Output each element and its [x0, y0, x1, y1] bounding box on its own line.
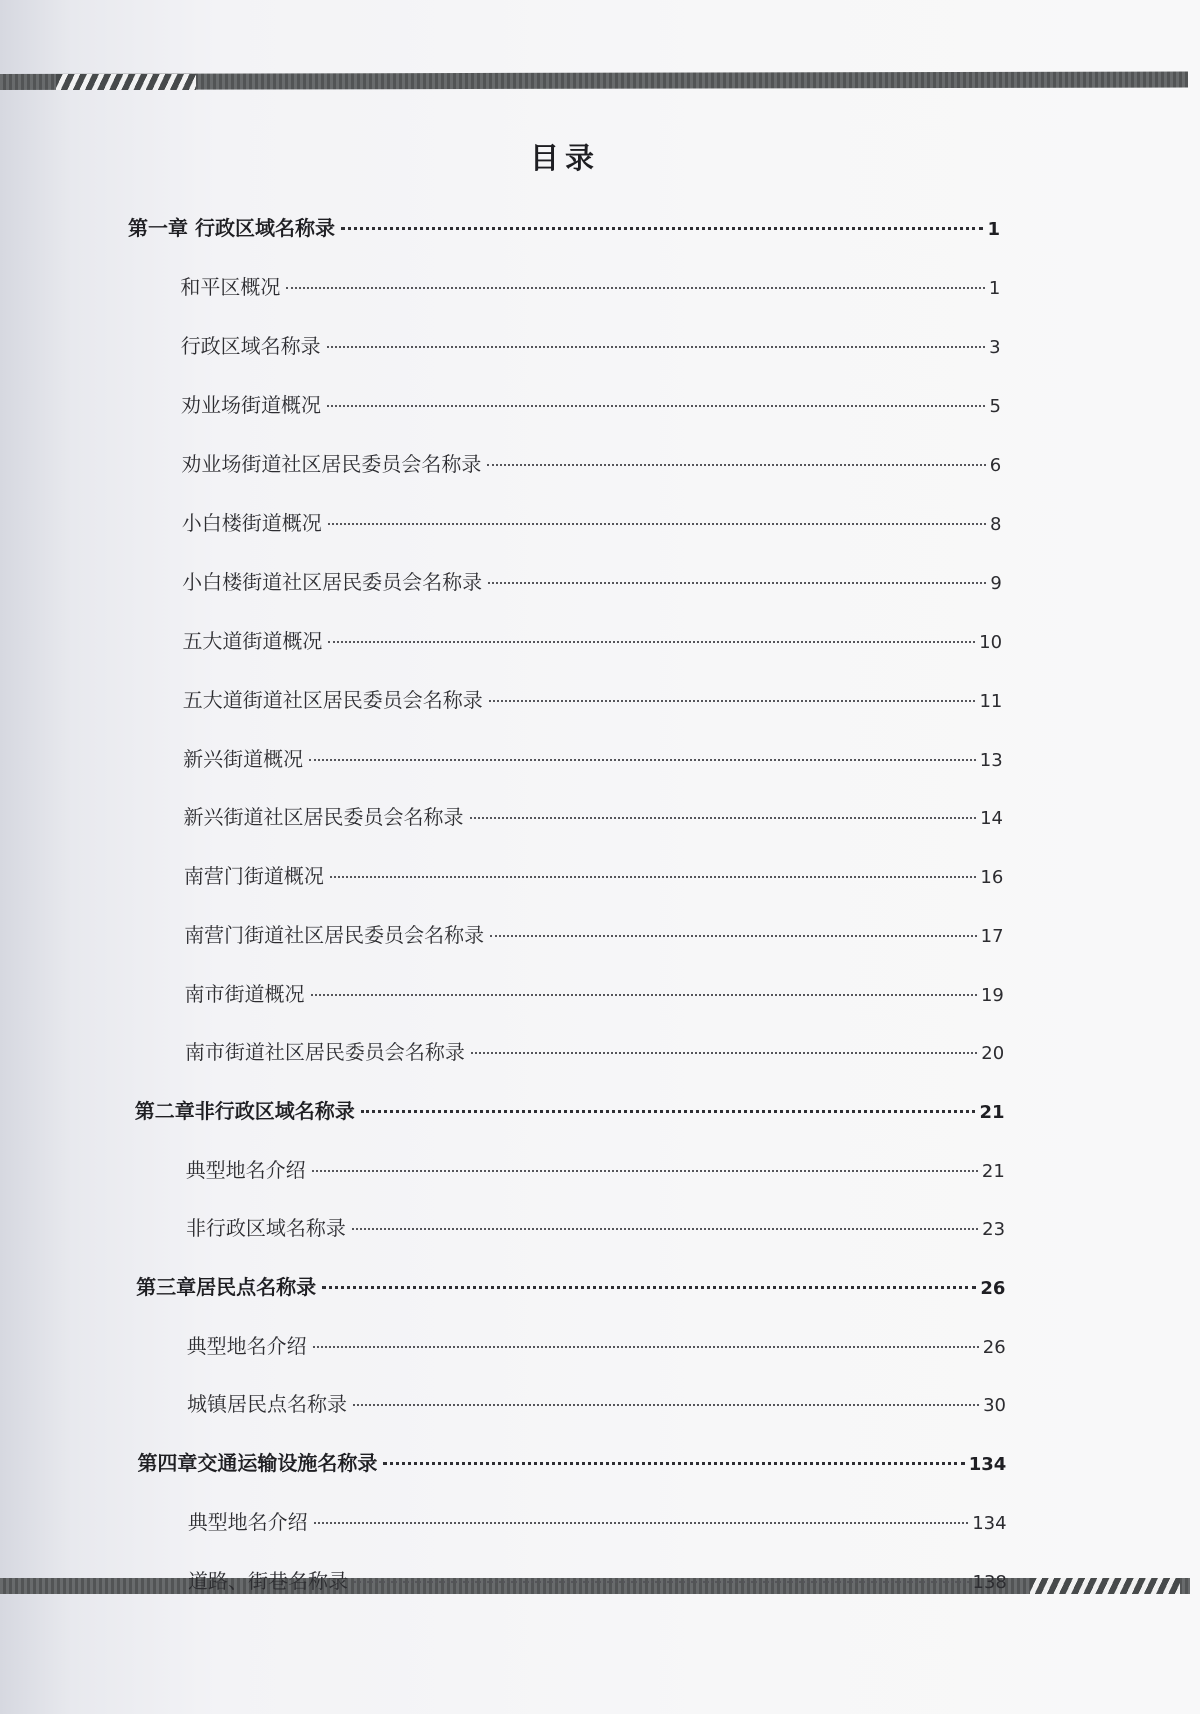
toc-entry-page-number: 13: [979, 749, 1003, 771]
toc-section-entry: [182, 566, 1002, 595]
dot-leader: [322, 1286, 976, 1289]
toc-section-entry: [180, 271, 1000, 300]
toc-entry-label: 南营门街道概况: [183, 864, 324, 889]
toc-section-entry: [182, 625, 1002, 654]
toc-chapter-entry: [135, 1095, 1005, 1124]
toc-section-entry: [188, 1565, 1007, 1594]
toc-section-entry: [181, 448, 1001, 477]
toc-section-entry: [187, 1330, 1006, 1359]
dot-leader: [487, 464, 985, 466]
toc-entry-page-number: 1: [988, 278, 1001, 299]
toc-entry-page-number: 134: [972, 1512, 1007, 1534]
toc-entry-page-number: 8: [990, 514, 1002, 535]
toc-section-entry: [184, 919, 1003, 948]
dot-leader: [309, 759, 976, 761]
dot-leader: [286, 287, 984, 289]
dot-leader: [314, 1522, 969, 1524]
toc-chapter-entry: [136, 1271, 1005, 1300]
toc-entry-label: 劝业场街道社区居民委员会名称录: [181, 452, 482, 476]
toc-entry-page-number: 1: [987, 219, 1000, 240]
dot-leader: [488, 582, 986, 584]
toc-entry-label: 第四章交通运输设施名称录: [137, 1451, 378, 1476]
toc-entry-page-number: 26: [982, 1336, 1006, 1358]
toc-section-entry: [183, 684, 1003, 713]
toc-entry-page-number: 6: [989, 455, 1002, 476]
toc-entry-page-number: 5: [989, 396, 1001, 417]
toc-entry-label: 道路、街巷名称录: [188, 1568, 349, 1593]
dot-leader: [327, 346, 985, 348]
dot-leader: [313, 1346, 979, 1348]
toc-section-entry: [184, 801, 1004, 830]
toc-entry-page-number: 19: [980, 984, 1004, 1006]
toc-entry-label: 五大道街道概况: [182, 629, 323, 653]
toc-section-entry: [182, 507, 1002, 536]
toc-entry-page-number: 20: [981, 1043, 1005, 1065]
toc-entry-page-number: 14: [980, 808, 1003, 830]
toc-entry-page-number: 21: [981, 1160, 1005, 1182]
dot-leader: [361, 1110, 976, 1113]
toc-entry-label: 南市街道社区居民委员会名称录: [184, 1040, 465, 1065]
header-hatch: [56, 74, 196, 90]
toc-entry-page-number: 21: [979, 1101, 1005, 1123]
toc-entry-label: 小白楼街道社区居民委员会名称录: [182, 570, 483, 594]
toc-entry-label: 第二章非行政区域名称录: [134, 1098, 355, 1123]
toc-entry-page-number: 10: [979, 632, 1003, 653]
toc-section-entry: [186, 1154, 1005, 1183]
toc-entry-page-number: 26: [980, 1278, 1006, 1299]
dot-leader: [328, 641, 975, 643]
dot-leader: [490, 935, 976, 937]
toc-entry-label: 典型地名介绍: [186, 1333, 307, 1358]
toc-entry-page-number: 138: [972, 1571, 1007, 1593]
dot-leader: [327, 405, 985, 407]
page-title: 目录: [529, 141, 600, 175]
dot-leader: [470, 817, 977, 819]
toc-entry-page-number: 11: [979, 691, 1003, 712]
toc-section-entry: [186, 1212, 1005, 1241]
toc-section-entry: [188, 1506, 1007, 1535]
toc-entry-label: 新兴街道概况: [183, 746, 304, 771]
toc-entry-label: 劝业场街道概况: [181, 393, 322, 417]
toc-entry-label: 新兴街道社区居民委员会名称录: [183, 805, 464, 830]
toc-section-entry: [184, 860, 1003, 889]
toc-entry-label: 第三章居民点名称录: [136, 1275, 317, 1299]
dot-leader: [330, 876, 977, 878]
toc-entry-page-number: 17: [980, 925, 1004, 947]
dot-leader: [354, 1581, 968, 1583]
toc-entry-label: 非行政区域名称录: [185, 1216, 346, 1241]
footer-hatch: [1030, 1578, 1180, 1594]
dot-leader: [341, 227, 984, 230]
toc-section-entry: [187, 1388, 1006, 1417]
toc-section-entry: [183, 743, 1003, 772]
toc-entry-label: 小白楼街道概况: [181, 511, 322, 535]
toc-entry-page-number: 3: [989, 337, 1001, 358]
toc-chapter-entry: [128, 212, 1000, 241]
dot-leader: [352, 1228, 978, 1230]
toc-section-entry: [185, 1036, 1004, 1065]
toc-entry-label: 南市街道概况: [184, 981, 305, 1006]
toc-entry-page-number: 16: [980, 867, 1004, 889]
toc-entry-page-number: 9: [990, 573, 1002, 594]
toc-entry-page-number: 30: [983, 1395, 1006, 1417]
dot-leader: [328, 523, 986, 525]
toc-entry-label: 第一章 行政区域名称录: [128, 216, 335, 240]
toc-entry-label: 五大道街道社区居民委员会名称录: [182, 688, 483, 712]
dot-leader: [311, 994, 977, 996]
toc-entry-label: 典型地名介绍: [185, 1157, 306, 1182]
dot-leader: [383, 1462, 964, 1465]
toc-entry-page-number: 134: [968, 1454, 1007, 1476]
toc-entry-label: 城镇居民点名称录: [187, 1392, 347, 1417]
toc-entry-page-number: 23: [982, 1219, 1006, 1241]
toc-entry-label: 南营门街道社区居民委员会名称录: [184, 922, 485, 947]
dot-leader: [471, 1052, 977, 1054]
toc-entry-label: 行政区域名称录: [180, 334, 321, 358]
toc-entry-label: 和平区概况: [180, 275, 281, 299]
toc-section-entry: [181, 330, 1001, 359]
toc-section-entry: [181, 389, 1001, 418]
toc-section-entry: [185, 978, 1004, 1007]
dot-leader: [312, 1170, 978, 1172]
toc-chapter-entry: [137, 1447, 1006, 1476]
toc-entry-label: 典型地名介绍: [187, 1509, 308, 1534]
dot-leader: [353, 1404, 979, 1406]
dot-leader: [489, 700, 976, 702]
